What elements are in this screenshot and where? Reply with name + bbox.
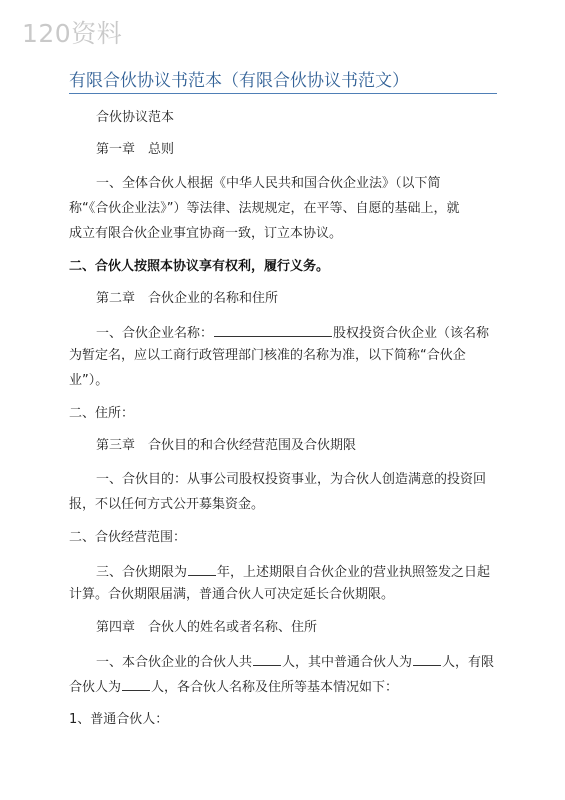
chapter-3-heading: 第三章 合伙目的和合伙经营范围及合伙期限 (96, 438, 357, 453)
paragraph-line: 计算。合伙期限届满，普通合伙人可决定延长合伙期限。 (69, 587, 395, 602)
limited-partner-label: 人，有限 (442, 655, 495, 670)
business-scope-label: 二、合伙经营范围： (69, 530, 187, 545)
paragraph-line: 称“《合伙企业法》”）等法律、法规规定，在平等、自愿的基础上，就 (69, 201, 460, 216)
bold-clause-rights: 二、合伙人按照本协议享有权利，履行义务。 (69, 259, 330, 274)
general-partner-label: 人，其中普通合伙人为 (282, 655, 413, 670)
limited-partner-count-label: 合伙人为 (69, 680, 122, 695)
fill-in-blank (188, 562, 216, 576)
chapter-2-heading: 第二章 合伙企业的名称和住所 (96, 291, 279, 306)
fill-in-blank (122, 677, 150, 691)
paragraph-line: 一、全体合伙人根据《中华人民共和国合伙企业法》（以下简 (96, 176, 441, 191)
paragraph-line (96, 652, 494, 671)
paragraph-line: 成立有限合伙企业事宜协商一致，订立本协议。 (69, 226, 343, 241)
enterprise-name-label: 一、合伙企业名称： (96, 326, 214, 341)
fill-in-blank (413, 652, 441, 666)
paragraph-line: 一、合伙目的：从事公司股权投资事业，为合伙人创造满意的投资回 (96, 472, 487, 487)
general-partner-heading: 1、普通合伙人： (69, 712, 169, 727)
paragraph-line (96, 562, 490, 581)
term-text: 年，上述期限自合伙企业的营业执照签发之日起 (217, 565, 491, 580)
chapter-1-heading: 第一章 总则 (96, 142, 175, 157)
paragraph-line (96, 323, 489, 342)
term-label: 三、合伙期限为 (96, 565, 188, 580)
partner-info-text: 人，各合伙人名称及住所等基本情况如下： (151, 680, 399, 695)
paragraph-line: 业”）。 (69, 373, 109, 388)
partner-count-label: 一、本合伙企业的合伙人共 (96, 655, 253, 670)
fill-in-blank (214, 323, 332, 337)
paragraph-line: 报，不以任何方式公开募集资金。 (69, 497, 265, 512)
title-underline (69, 93, 497, 94)
address-label: 二、住所： (69, 406, 135, 421)
paragraph-agreement-template: 合伙协议范本 (96, 110, 175, 125)
document-title: 有限合伙协议书范本（有限合伙协议书范文） (69, 71, 409, 91)
watermark: 120资料 (22, 19, 123, 48)
fill-in-blank (253, 652, 281, 666)
paragraph-line: 为暂定名，应以工商行政管理部门核准的名称为准，以下简称“合伙企 (69, 348, 466, 363)
enterprise-name-suffix: 股权投资合伙企业（该名称 (333, 326, 490, 341)
chapter-4-heading: 第四章 合伙人的姓名或者名称、住所 (96, 620, 318, 635)
paragraph-line (69, 677, 398, 696)
